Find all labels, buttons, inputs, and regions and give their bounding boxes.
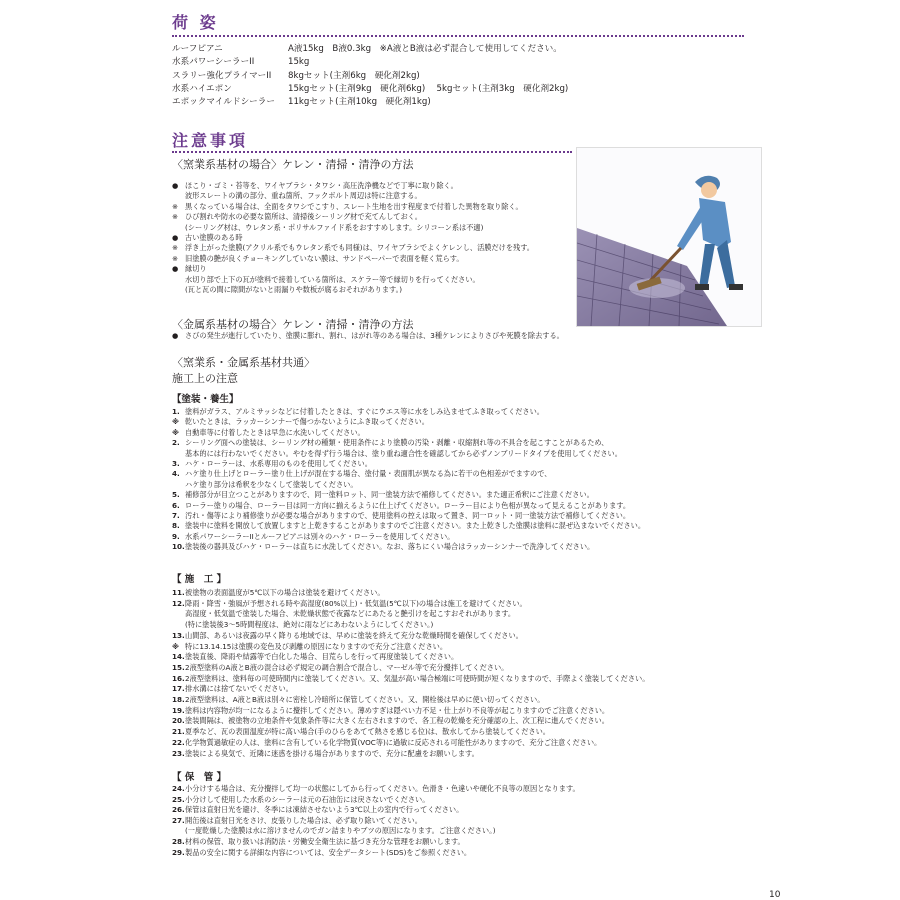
product-spec: 11kgセット(主剤10kg 硬化剤1kg) [288,97,431,108]
note-text: 旧塗膜の艶が良くチョーキングしていない膜は、サンドペーパーで表面を軽く荒らす。 [185,253,464,263]
storage-heading: 【 保 管 】 [172,772,227,783]
note-line [172,480,358,489]
page-number: 10 [769,890,781,900]
note-line [172,848,471,857]
note-line [172,212,422,221]
note-marker: 6. [172,500,180,510]
note-text: 高湿度・低気温で塗装した場合、未乾燥状態で夜露などにあたると艶引けを起こすおそれがあります。 [185,609,516,619]
note-line [172,223,483,232]
packing-divider [172,35,744,37]
note-text: (瓦と瓦の間に隙間がないと雨漏りや数板が腐るおそれがあります。) [185,285,403,294]
note-text: 水切り部で上下の瓦が塗料で接着している箇所は、スケラー等で縁切りを行ってください。 [185,274,480,284]
notes-title: 注意事項 [172,131,249,150]
note-line [172,243,534,252]
note-text: 化学物質過敏症の人は、塗料に含有している化学物質(VOC等)に過敏に反応される可能性がありますので、充分ご注意ください。 [185,737,602,747]
note-line [172,784,580,793]
note-marker: 7. [172,511,180,520]
note-marker: 15. [172,662,185,672]
note-line [172,511,630,520]
note-text: 乾いたときは、ラッカーシンナーで傷つかないようにふき取ってください。 [185,417,429,427]
note-line [172,674,649,683]
note-marker: 27. [172,815,185,825]
note-line [172,438,609,447]
note-marker: 12. [172,598,185,608]
packing-title: 荷 姿 [172,13,219,32]
note-line [172,521,645,530]
note-marker: 19. [172,705,185,715]
note-text: 自動車等に付着したときは早急に水洗いしてください。 [185,427,365,437]
note-marker: 16. [172,673,185,683]
note-marker: 3. [172,459,180,468]
product-name: 水系パワーシーラーII [172,57,255,68]
note-text: 2液型塗料は、塗料毎の可使時間内に塗装してください。又、気温が高い場合極端に可使時間が短くなりますので、手際よく塗装してください。 [185,673,650,683]
product-name: 水系ハイエポン [172,83,232,94]
note-marker: 22. [172,737,185,747]
note-text: 波形スレートの溝の部分、重ね箇所、フックボルト周辺は特に注意する。 [185,191,422,201]
note-text: 開缶後は直射日光をさけ、皮張りした場合は、必ず取り除いてください。 [185,815,422,825]
note-line [172,469,551,478]
note-line [172,275,480,284]
note-line [172,663,508,672]
note-marker: 5. [172,490,180,500]
note-text: (特に塗装後3～5時間程度は、絶対に雨などにあわないようにしてください。) [185,620,434,630]
note-marker: 18. [172,695,185,704]
note-marker: ※ [172,253,179,263]
note-marker: 21. [172,727,185,737]
note-marker: 26. [172,805,185,815]
note-text: 2液型塗料のA液とB液の混合は必ず規定の調合割合で混合し、マーゼル等で充分攪拌してください。 [185,662,509,672]
note-text: 山間部、あるいは夜露の早く降りる地域では、早めに塗装を終えて充分な乾燥時間を確保してください。 [185,630,523,640]
note-text: (シーリング材は、ウレタン系・ポリサルファイド系をおすすめします。シリコーン系は不適) [185,222,484,232]
notes-divider [172,151,572,153]
note-line [172,181,458,190]
note-line [172,599,527,608]
note-text: 塗装中に塗料を開放して放置しますと上乾きすることがありますのでご注意ください。また上乾きした塗膜は塗料に混ぜ込まないでください。 [185,521,646,531]
note-line [172,202,523,211]
note-text: ハケ塗り部分は希釈を少なくして塗装してください。 [185,479,358,489]
note-marker: 29. [172,847,185,857]
note-text: 汚れ・傷等により補修塗りが必要な場合がありますので、使用塗料の控えは取って置き、同一ロット・同一塗装方法で補修してください。 [185,511,631,520]
note-marker: 4. [172,469,180,479]
note-marker: 14. [172,652,185,662]
note-text: 浮き上がった塗膜(アクリル系でもウレタン系でも同様)は、ワイヤブラシでよくケレンし、活膜だけを残す。 [185,243,534,253]
note-line [172,652,458,661]
note-text: 排水溝には捨てないでください。 [185,684,293,694]
note-marker: ※ [172,201,179,211]
note-line [172,816,422,825]
note-line [172,716,609,725]
note-text: 被塗物の表面温度が5℃以下の場合は塗装を避けてください。 [185,588,385,597]
product-name: スラリー強化プライマーII [172,70,272,81]
note-marker: ● [172,331,179,340]
note-text: 補修部分が目立つことがありますので、同一塗料ロット、同一塗装方法で補修してください。また適正希釈にご注意ください。 [185,490,594,500]
note-marker: 23. [172,748,185,758]
note-text: 黒くなっている場合は、全面をタワシでこすり、スレート生地を出す程度まで付着した異物を取り除く。 [185,201,523,211]
note-marker: ※ [172,243,179,253]
note-line [172,588,385,597]
note-line [172,642,447,651]
note-line [172,631,523,640]
note-text: 塗料は内容物が均一になるように攪拌してください。薄めすぎは隠ぺい力不足・仕上がり不良等が起こりますのでご注意ください。 [185,705,610,715]
note-line [172,620,433,629]
product-spec: 15kg [288,57,310,68]
note-text: 小分けする場合は、充分攪拌して均一の状態にしてから行ってください。色滑き・色違いや硬化不良等の原因となります。 [185,784,580,793]
note-marker: ● [172,181,179,190]
note-line [172,501,630,510]
product-spec: 15kgセット(主剤9kg 硬化剤6kg) 5kgセット(主剤3kg 硬化剤2kg) [288,83,569,94]
note-line [172,285,402,294]
note-line [172,795,429,804]
note-marker: ※ [172,417,179,427]
metal-heading: 〈金属系基材の場合〉ケレン・清掃・清浄の方法 [172,318,414,331]
note-marker: 10. [172,542,185,552]
note-text: 塗料がガラス、アルミサッシなどに付着したときは、すぐにウエス等に水をしみ込ませてふき取ってください。 [185,407,544,416]
note-marker: 9. [172,531,180,541]
note-line [172,532,454,541]
note-line [172,727,550,736]
note-line [172,233,243,242]
note-line [172,542,594,551]
note-text: 塗装後の器具及びハケ・ローラーは直ちに水洗してください。なお、落ちにくい場合はラッカーシンナーで洗浄してください。 [185,542,595,552]
roof-cleaning-illustration [576,147,762,327]
note-marker: 11. [172,588,185,597]
note-line [172,417,429,426]
note-line [172,264,207,273]
note-text: 特に13.14.15は塗膜の変色及び剥離の原因になりますので充分ご注意ください。 [185,641,448,651]
note-line [172,407,544,416]
note-marker: ● [172,233,179,242]
note-line [172,826,496,835]
note-text: ハケ塗り仕上げとローラー塗り仕上げが混在する場合、塗付量・表面肌が異なる為に若干の色相差がでますので、 [185,469,552,479]
note-text: ローラー塗りの場合、ローラー目は同一方向に揃えるように仕上げてください。ローラー目により色相が異なって見えることがあります。 [185,500,631,510]
note-line [172,706,609,715]
note-line [172,684,293,693]
note-marker: 2. [172,438,180,448]
note-line [172,331,564,340]
note-text: 縁切り [185,264,207,274]
product-spec: A液15kg B液0.3kg ※A液とB液は必ず混合して使用してください。 [288,44,562,54]
note-marker: 25. [172,794,185,804]
product-name: ルーフピアニ [172,44,223,54]
note-line [172,609,515,618]
note-text: 夏季など、瓦の表面温度が特に高い場合(手のひらをあてて熱さを感じる位)は、散水してから塗装してください。 [185,727,550,737]
note-marker: ※ [172,212,179,222]
note-marker: 24. [172,784,185,793]
note-text: 保管は直射日光を避け、冬季には凍結させないよう3℃以上の室内で行ってください。 [185,805,464,815]
note-marker: 8. [172,521,180,531]
construction-heading: 【 施 工 】 [172,574,227,585]
note-line [172,837,465,846]
note-text: さびの発生が進行していたり、塗膜に膨れ、割れ、はがれ等のある場合は、3種ケレンによりさびや死膜を除去する。 [185,331,564,340]
note-marker: 13. [172,630,185,640]
note-line [172,805,463,814]
note-text: 材料の保管、取り扱いは消防法・労働安全衛生法に基づき充分な管理をお願いします。 [185,837,465,846]
ceramic-heading: 〈窯業系基材の場合〉ケレン・清掃・清浄の方法 [172,158,414,171]
note-line [172,749,479,758]
note-text: 降雨・降雪・強風が予想される時や高湿度(80%以上)・低気温(5℃以下)の場合は施工を避けてください。 [185,598,527,608]
note-marker: 28. [172,837,185,846]
common-subheading: 施工上の注意 [172,372,238,385]
note-marker: 17. [172,684,185,694]
note-line [172,191,422,200]
note-text: (一度乾燥した塗膜は水に溶けませんのでガン詰まりやブツの原因になります。ご注意ください。) [185,826,496,836]
note-line [172,459,372,468]
note-line [172,490,594,499]
note-marker: 20. [172,716,185,726]
product-spec: 8kgセット(主剤6kg 硬化剤2kg) [288,70,420,81]
note-text: 基本的には行わないでください。やむを得ず行う場合は、塗り重ね適合性を確認してから必ずノンブリードタイプを使用してください。 [185,448,622,458]
painting-heading: 【塗装・養生】 [172,394,239,405]
common-heading: 〈窯業系・金属系基材共通〉 [172,356,315,369]
note-text: ハケ・ローラーは、水系専用のものを使用してください。 [185,459,372,468]
note-text: 小分けして使用した水系のシーラーは元の石油缶には戻さないでください。 [185,794,430,804]
product-name: エポックマイルドシーラー [172,97,275,108]
note-line [172,695,544,704]
note-text: ほこり・ゴミ・苔等を、ワイヤブラシ・タワシ・高圧洗浄機などで丁寧に取り除く。 [185,181,458,190]
note-text: シーリング面への塗装は、シーリング材の種類・使用条件により塗膜の汚染・剥離・収縮割れ等の不具合を起こすことがあるため、 [185,438,609,448]
note-text: 水系パワーシーラーIIとルーフピアニは別々のハケ・ローラーを使用してください。 [185,531,455,541]
note-line [172,449,622,458]
note-line [172,254,464,263]
note-text: 塗装直後、降雨や結露等で白化した場合、目荒らしを行って再度塗装してください。 [185,652,459,662]
note-text: 塗装間隔は、被塗物の立地条件や気象条件等に大きく左右されますので、各工程の乾燥を充分確認の上、次工程に進んでください。 [185,716,609,726]
note-text: 2液型塗料は、A液とB液は別々に密栓し冷暗所に保管してください。又、開栓後は早めに使い切ってください。 [185,695,545,704]
note-text: 製品の安全に関する詳細な内容については、安全データシート(SDS)をご参照ください。 [185,847,472,857]
note-marker: ※ [172,641,179,651]
note-marker: ※ [172,427,179,437]
worker-brushing-roof-icon [577,148,761,326]
note-marker: 1. [172,407,180,416]
note-text: 塗装による臭気で、近隣に迷惑を掛ける場合がありますので、充分に配慮をお願いします。 [185,748,479,758]
note-line [172,738,601,747]
note-line [172,428,365,437]
note-text: ひび割れや防水の必要な箇所は、清掃後シーリング材で充てんしておく。 [185,212,422,222]
note-text: 古い塗膜のある時 [185,233,243,242]
note-marker: ● [172,264,179,274]
